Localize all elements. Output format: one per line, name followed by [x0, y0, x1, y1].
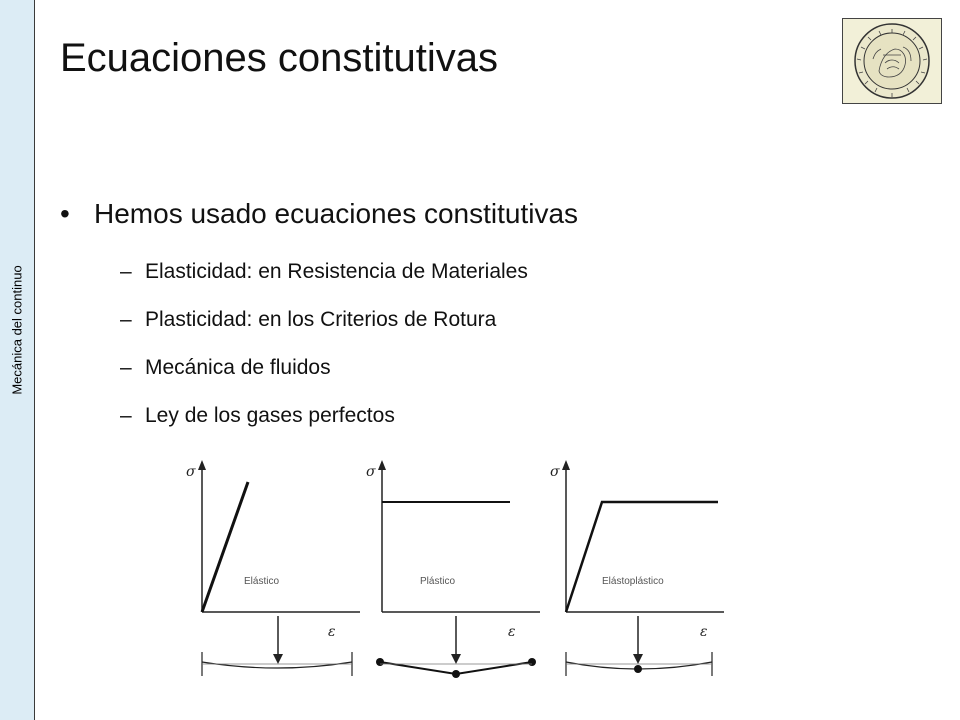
- material-label: Elástico: [244, 576, 280, 587]
- slide-title: Ecuaciones constitutivas: [60, 36, 499, 80]
- diagram-plastic: [356, 440, 556, 695]
- diagram-elastoplastic: [540, 440, 740, 695]
- dash: –: [120, 260, 132, 283]
- plastic-hinge-center: [634, 665, 642, 673]
- sidebar-course-label: Mecánica del continuo: [9, 265, 25, 395]
- y-axis-arrow: [562, 460, 570, 470]
- elastic-curve: [202, 482, 248, 612]
- sub-item-text: Ley de los gases perfectos: [145, 404, 395, 427]
- sub-item-plasticity: [120, 296, 578, 344]
- sub-item-text: Elasticidad: en Resistencia de Materiales: [145, 260, 528, 283]
- bullet-dot: •: [60, 198, 70, 229]
- sub-item-gases: [120, 392, 578, 440]
- material-label: Plástico: [420, 576, 456, 587]
- sub-item-fluids: [120, 344, 578, 392]
- x-axis-label: ε: [700, 624, 708, 640]
- dash: –: [120, 308, 132, 331]
- plastic-hinge-right: [528, 658, 536, 666]
- plastic-hinge-left: [376, 658, 384, 666]
- dash: –: [120, 356, 132, 379]
- sub-item-text: Mecánica de fluidos: [145, 356, 331, 379]
- beam-deflection: [202, 662, 352, 668]
- x-axis-label: ε: [328, 624, 336, 640]
- sub-item-text: Plasticidad: en los Criterios de Rotura: [145, 308, 497, 331]
- load-arrow-head: [273, 654, 283, 664]
- sidebar-bar: [0, 0, 35, 720]
- y-axis-label: σ: [366, 464, 376, 480]
- load-arrow-head: [633, 654, 643, 664]
- y-axis-label: σ: [186, 464, 196, 480]
- y-axis-label: σ: [550, 464, 560, 480]
- load-arrow-head: [451, 654, 461, 664]
- university-seal-logo: [842, 18, 942, 104]
- bullet-main-text: Hemos usado ecuaciones constitutivas: [94, 198, 579, 229]
- bullet-main: [60, 198, 578, 230]
- elastoplastic-curve: [566, 502, 718, 612]
- x-axis-label: ε: [508, 624, 516, 640]
- y-axis-arrow: [378, 460, 386, 470]
- dash: –: [120, 404, 132, 427]
- y-axis-arrow: [198, 460, 206, 470]
- material-label: Elástoplástico: [602, 576, 664, 587]
- diagram-elastic: [176, 440, 376, 695]
- plastic-hinge-center: [452, 670, 460, 678]
- sub-item-elasticity: [120, 248, 578, 296]
